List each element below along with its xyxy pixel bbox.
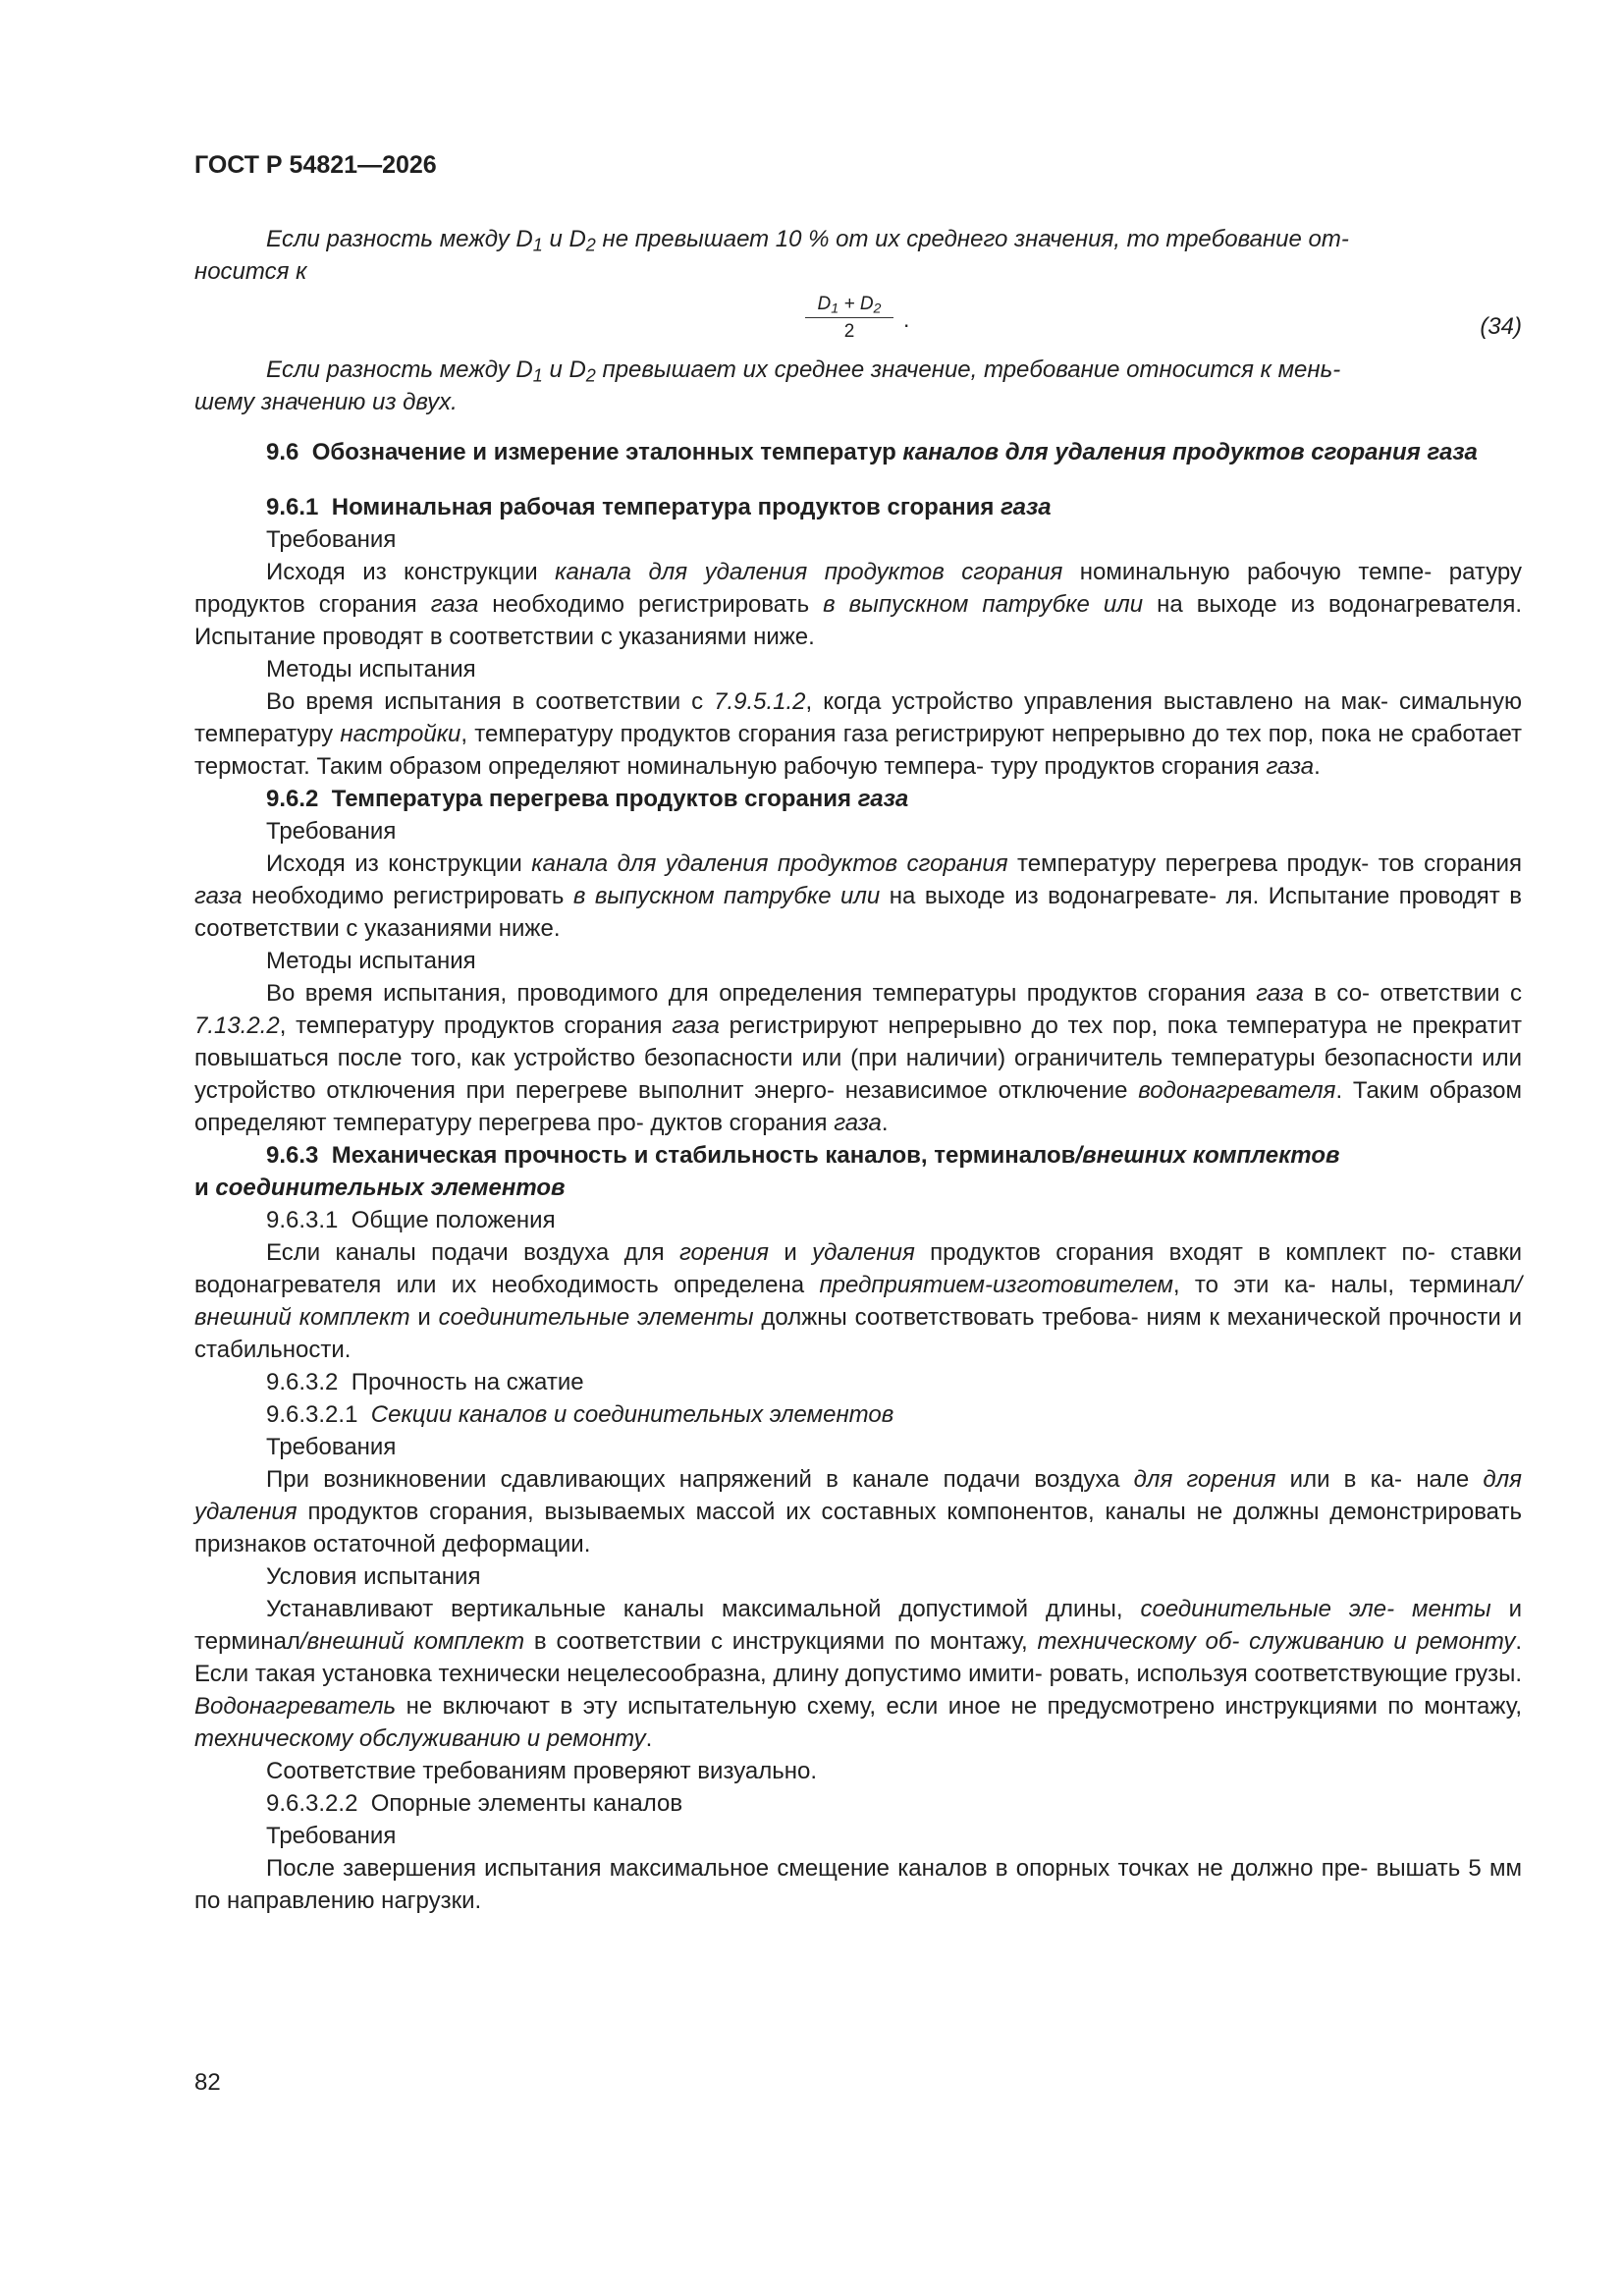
paragraph-text: , то эти ка- [1172,1272,1317,1298]
reference-link: 7.9.5.1.2 [714,688,806,715]
paragraph-text: , температуру продуктов сгорания [279,1012,673,1039]
paragraph-text: и [768,1239,813,1266]
intro-text: и D [542,356,586,383]
reference-link: 7.13.2.2 [194,1012,280,1039]
section-title: Механическая прочность и стабильность каналов, терминалов [331,1142,1076,1169]
italic-term: газа [834,1110,882,1136]
paragraph-text: ставки водонагревателя или их необходимость определена [194,1239,1522,1298]
methods-label: Методы испытания [266,948,476,974]
paragraph-text: регистрируют непрерывно до тех пор, пока [719,1012,1217,1039]
paragraph-text: на выходе из водонагревате- [880,883,1217,909]
requirements-paragraph [194,847,1522,945]
intro-text: не превышает 10 % от их среднего значения, то требование от- [595,226,1349,252]
formula-plus: + D [839,294,874,314]
italic-term: газа [672,1012,720,1039]
formula-denominator: 2 [843,321,855,342]
document-header: ГОСТ Р 54821—2026 [194,151,437,179]
paragraph-text: нале [1416,1466,1484,1493]
paragraph-text: необходимо регистрировать [478,591,824,618]
section-9-6-3-heading [194,1139,1522,1204]
italic-term: для удаления [194,1466,1522,1525]
paragraph-text: номинальную рабочую темпе- [1062,559,1433,585]
italic-term: в выпускном патрубке или [823,591,1144,618]
paragraph-text: налы, терминал [1330,1272,1516,1298]
paragraph-text: ратуру продуктов сгорания [194,559,1523,618]
paragraph-text: должны демонстрировать признаков остаточной деформации. [194,1499,1522,1558]
paragraph-text: если иное не предусмотрено инструкциями по монтажу, [886,1693,1522,1720]
paragraph-text: Устанавливают вертикальные каналы максимальной допустимой длины, [266,1596,1141,1622]
italic-term: канала для удаления продуктов сгорания [555,559,1063,585]
paragraph-text: или в ка- [1275,1466,1403,1493]
subsection-9-6-3-2-2 [194,1787,1522,1820]
italic-term: Водонагреватель [194,1693,397,1720]
paragraph-text: продуктов сгорания входят в комплект по- [914,1239,1435,1266]
paragraph-text: и терминал [194,1596,1523,1655]
section-9-6-1-heading [194,491,1522,523]
section-title-italic: каналов для удаления продуктов сгорания газа [902,439,1478,465]
section-title: Температура перегрева продуктов сгорания [331,786,858,812]
italic-term: /внешний комплект [299,1628,525,1655]
italic-term: предприятием-изготовителем [819,1272,1173,1298]
methods-paragraph [194,685,1522,783]
paragraph-text: в со- [1303,980,1371,1007]
italic-term: менты [1412,1596,1491,1622]
section-title-italic: /внешних комплектов [1075,1142,1340,1169]
paragraph-text: При возникновении сдавливающих напряжений в канале подачи воздуха [266,1466,1134,1493]
intro-text: и D [542,226,586,252]
subsection-9-6-3-2-1 [194,1398,1522,1431]
paragraph-text: водонагревателя. Испытание проводят в соответствии с указаниями ниже. [194,591,1522,650]
italic-term: канала для удаления продуктов сгорания [531,850,1008,877]
italic-term: газа [194,883,243,909]
section-title: Обозначение и измерение эталонных температур [311,439,903,465]
paragraph-text: не включают в эту испытательную схему, [396,1693,876,1720]
intro-paragraph-2 [194,354,1522,418]
section-9-6-heading [194,436,1522,469]
section-number: 9.6.2 [266,786,319,812]
document-content [194,223,1522,1917]
subsection-number: 9.6.3.1 [266,1207,339,1233]
paragraph-text: ля. Испытание проводят в соответствии с указаниями ниже. [194,883,1523,942]
paragraph-text: , когда устройство управления выставлено на мак- [805,688,1388,715]
formula-numerator [805,293,893,315]
intro-paragraph-1 [194,223,1522,288]
intro-text: Если разность между D [266,356,533,383]
paragraph-text: , температуру продуктов сгорания газа регистрируют непрерывно [460,721,1186,747]
subsection-number: 9.6.3.2.2 [266,1790,358,1817]
section-number: 9.6 [266,439,299,465]
paragraph-text: дуктов сгорания [650,1110,835,1136]
intro-text: носится к [194,258,307,285]
intro-text: Если разность между D [266,226,533,252]
italic-term: соединительные эле- [1140,1596,1395,1622]
requirements-label: Требования [266,526,397,553]
requirements-label: Требования [266,818,397,845]
italic-term: техническому обслуживанию и ремонту [194,1725,646,1752]
paragraph-text: После завершения испытания максимальное смещение каналов в опорных точках не должно пре- [266,1855,1369,1882]
conditions-label: Условия испытания [266,1563,481,1590]
paragraph-text: ограничитель температуры безопасности или устройство отключения при перегреве выполнит энерго- [194,1045,1522,1104]
requirements-label: Требования [266,1434,397,1460]
section-title-italic: соединительных элементов [215,1175,566,1201]
paragraph-text: . Если такая установка технически нецелесообразна, длину допустимо имити- [194,1628,1523,1687]
paragraph-text: вышать 5 мм по направлению нагрузки. [194,1855,1522,1914]
paragraph-text: Исходя из конструкции [266,850,532,877]
formula-fraction [805,293,893,343]
italic-term: соединительные элементы [438,1304,754,1331]
section-title-italic: газа [857,786,909,812]
paragraph-text: и [409,1304,439,1331]
formula-dot: . [903,306,910,332]
formula-symbol: D [817,294,832,314]
subsection-title: Секции каналов и соединительных элементов [370,1401,894,1428]
section-number: 9.6.1 [266,494,319,520]
support-paragraph [194,1852,1522,1917]
requirements-paragraph [194,556,1522,653]
paragraph-text: ниям к механической прочности и стабильности. [194,1304,1522,1363]
intro-text: превышает их среднее значение, требование относится к мень- [595,356,1341,383]
italic-term: газа [1266,753,1315,780]
fraction-line [805,317,893,318]
general-paragraph [194,1236,1522,1366]
subsection-title: Прочность на сжатие [351,1369,584,1395]
paragraph-text: в соответствии с инструкциями по монтажу, [524,1628,1038,1655]
intro-text: шему значению из двух. [194,389,458,415]
paragraph-text: температура не прекратит повышаться после того, как устройство безопасности или (при наличии) [194,1012,1522,1071]
italic-term: водонагревателя [1138,1077,1336,1104]
section-title: Номинальная рабочая температура продуктов сгорания [331,494,1001,520]
paragraph-text: . [645,1725,653,1752]
paragraph-text: до тех пор, пока не сработает термостат. Таким образом определяют номинальную рабочую темпера- [194,721,1522,780]
formula-subscript: 1 [831,301,839,317]
paragraph-text: Исходя из конструкции [266,559,556,585]
methods-label: Методы испытания [266,656,476,683]
paragraph-text: . [881,1110,889,1136]
paragraph-text: независимое отключение [844,1077,1139,1104]
italic-term: в выпускном патрубке или [572,883,881,909]
paragraph-text: ровать, используя соответствующие грузы. [1049,1661,1523,1687]
italic-term: горения [678,1239,769,1266]
paragraph-text: Во время испытания, проводимого для определения температуры продуктов сгорания [266,980,1257,1007]
italic-term: для горения [1133,1466,1276,1493]
section-title-italic: газа [1001,494,1052,520]
subscript-2: 2 [585,365,596,386]
subscript-1: 1 [532,235,543,255]
italic-term: газа [1256,980,1304,1007]
section-9-6-2-heading [194,783,1522,815]
subsection-9-6-3-1 [194,1204,1522,1236]
formula-number: (34) [1480,313,1522,340]
paragraph-text: . Таким образом определяют температуру перегрева про- [194,1077,1522,1136]
subsection-number: 9.6.3.2 [266,1369,339,1395]
paragraph-text: должны соответствовать требова- [753,1304,1139,1331]
paragraph-text: туру продуктов сгорания [990,753,1267,780]
methods-paragraph [194,977,1522,1139]
subscript-2: 2 [585,235,596,255]
subscript-1: 1 [532,365,543,386]
subsection-number: 9.6.3.2.1 [266,1401,358,1428]
section-number: 9.6.3 [266,1142,319,1169]
italic-term: техническому об- [1037,1628,1240,1655]
paragraph-text: продуктов сгорания, вызываемых массой их составных компонентов, каналы не [297,1499,1223,1525]
subsection-title: Опорные элементы каналов [370,1790,683,1817]
italic-term: удаления [812,1239,915,1266]
conditions-paragraph [194,1593,1522,1755]
paragraph-text: Если каналы подачи воздуха для [266,1239,679,1266]
section-title: и [194,1175,216,1201]
paragraph-text: тов сгорания [1378,850,1522,877]
subsection-9-6-3-2 [194,1366,1522,1398]
paragraph-text: Во время испытания в соответствии с [266,688,715,715]
paragraph-text: ответствии с [1380,980,1522,1007]
formula-subscript: 2 [873,301,882,317]
page-number: 82 [194,2069,221,2096]
italic-term: настройки [340,721,461,747]
requirements-label: Требования [266,1823,397,1849]
paragraph-text: необходимо регистрировать [242,883,573,909]
subsection-title: Общие положения [351,1207,556,1233]
requirements-paragraph [194,1463,1522,1560]
formula-34 [194,289,1522,351]
compliance-paragraph: Соответствие требованиям проверяют визуально. [266,1758,818,1784]
paragraph-text: на выходе из [1143,591,1316,618]
paragraph-text: температуру перегрева продук- [1007,850,1370,877]
italic-term: газа [430,591,479,618]
paragraph-text: . [1314,753,1321,780]
italic-term: служиванию и ремонту [1249,1628,1516,1655]
italic-term: /внешний комплект [194,1272,1523,1331]
paragraph-text: симальную температуру [194,688,1523,747]
